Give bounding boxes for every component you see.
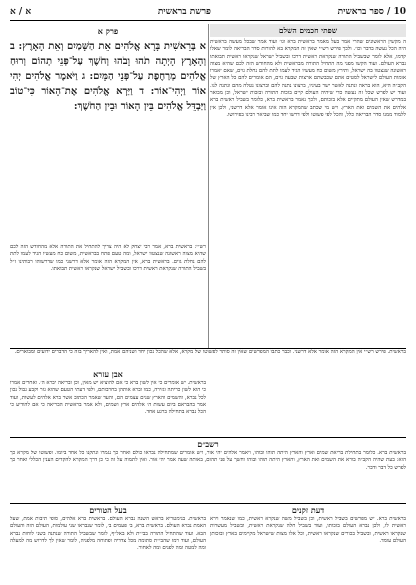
chapter-mark: פרק א xyxy=(97,26,119,36)
ibn-ezra-text: בראשית. יש אומרים כי אין לשון ברא כי אם להוציא יש מאין, וכן ובריאה יברא ה׳. ואחרים אמרו כי הוא לשון כריתה וגזירה, כמו וברא אותהן בחרבותם, ולפי דעתי הטעם שהוא גזר וקבע גבול נכון לכל נברא, והשמים והארץ שנים עצמים הם, והעד שאמר הכתוב אשר ברא אלהים לעשות, ועוד אמר בהבראם ביום עשות ה׳ אלהים ארץ ושמים, ולא אמר בראשית הבריאה כי אם להודיע כי הכל נברא בתחילה ברגע אחד. xyxy=(10,380,206,416)
lower-rule xyxy=(10,503,406,504)
header-parasha: פרשת בראשית xyxy=(157,6,211,17)
ibn-ezra-title: אבן עזרא xyxy=(93,369,123,379)
siftei-chachamim-text: ה מקשין הראשונים שהרי אמר בעל מאמר בראשית ברא וגו׳ ועוד אמר שבכל מעשה בראשית היה הכל נעשה בדבר וכו׳. ולכך פירש רש״י שאין זה המקרא בא להורות סדר הבריאה לומר שאלו קדמו, אלא לומר שבשביל התורה שנקראת ראשית דרכו ובשביל ישראל שנקראו ראשית תבואתו נברא העולם. ועוד הקשו מפני מה התחיל התורה מבראשית ולא מהחודש הזה לכם שהיא מצוה ראשונה שנצטוו בה ישראל, ותירץ משום כח מעשיו הגיד לעמו לתת להם נחלת גוים, שאם יאמרו אומות העולם לישראל לסטים אתם שכבשתם ארצות שבעה גוים, הם אומרים להם כל הארץ של הקב״ה היא, הוא בראה ונתנה לאשר ישר בעיניו, ברצונו נתנה להם וברצונו נטלה מהם ונתנה לנו. ועוד יש לפרש שכל זה נעשה כדי שיהיה העולם קיים בזכות התורה ובזכות ישראל, וכן מבואר במדרש שאין העולם מתקיים אלא בזכותם, ולכך נאמר בראשית ברא, כלומר בשביל ראשית ברא אלהים את השמים ואת הארץ. ויש מי שכתב שהמקרא הזה אינו אומר אלא דרשני, ולכן אין ללמוד ממנו סדר הבריאה כלל, והכל לפי פשוטו ולפי דרשו יחד כמו שביאר רבינו בפירושו. xyxy=(210,39,406,118)
header-rule xyxy=(10,20,406,21)
torah-verse-text: א בְּרֵאשִׁית בָּרָא אֱלֹהִים אֵת הַשָּׁמַיִם וְאֵת הָאָרֶץ: ב וְהָאָרֶץ הָיְתָה תֹהוּ וָבֹהוּ וְחֹשֶׁךְ עַל־פְּנֵי תְהוֹם וְרוּחַ אֱלֹהִים מְרַחֶפֶת עַל־פְּנֵי הַמָּיִם: ג וַיֹּאמֶר אֱלֹהִים יְהִי אוֹר וַיְהִי־אוֹר: ד וַיַּרְא אֱלֹהִים אֶת־הָאוֹר כִּי־טוֹב וַיַּבְדֵּל אֱלֹהִים בֵּין הָאוֹר וּבֵין הַחֹשֶׁךְ: xyxy=(10,41,206,112)
siftei-chachamim-title: שפתי חכמים השלם xyxy=(210,24,406,37)
daat-zekenim-text: בראשית ברא. יש מפרשים בשביל ראשית, וכן בשביל משה שנקרא ראשית, כמו שנאמר וירא ראשית לו, ולכן נברא העולם בזכותו, ועוד בשביל חלה שנקראת ראשית, ובשביל מעשרות שנקראו ראשית, ובשביל בכורים שנקראו ראשית, וכל אלו מצות שישראל מקיימים בארץ ובזכותן העולם עומד. xyxy=(210,516,406,544)
onkelos-rashi-block: רש״י: בראשית ברא, אמר רבי יצחק לא היה צריך להתחיל את התורה אלא מהחודש הזה לכם שהיא מצוה ראשונה שנצטוו ישראל, ומה טעם פתח בבראשית, משום כח מעשיו הגיד לעמו לתת להם נחלת גוים. בראשית ברא, אין המקרא הזה אומר אלא דרשני כמו שדרשוהו רבותינו ז״ל בשביל התורה שנקראת ראשית דרכו ובשביל ישראל שנקראו ראשית תבואתו. xyxy=(10,244,206,272)
rashbam-title: רשב״ם xyxy=(197,439,219,449)
baal-haturim-title: בעל הטורים xyxy=(89,505,127,515)
rashbam-rule xyxy=(10,437,406,438)
daat-zekenim-title: דעת זקנים xyxy=(291,505,325,515)
page-header xyxy=(10,4,406,18)
rashbam-text: בראשית ברא. כלומר בתחילת בריאת שמים וארץ והארץ היתה תוהו ובוהו, ויאמר אלהים יהי אור, ויש אומרים שמתחילה נבראו כולם ואחר כך נגמרו ונתקנו כל אחד ביומו. ופשוטו של מקרא כך הוא: בעת שהיה הקב״ה בורא את השמים ואת הארץ, והארץ היתה תוהו ובוהו וחשך על פני תהום, באותה שעה אמר יהי אור. ואין לתמוה על זה כי כן דרך המקרא להקדים הענין הכללי ואחר כך לפרש כל דבר ודבר. xyxy=(10,450,406,471)
siftei-chachamim-column xyxy=(210,24,406,348)
mid-note: בראשית. פירש רש״י אין המקרא הזה אומר אלא דרשני. וכבר כתבו המפרשים שאין זה סותר לפשוטו של מקרא, אלא שהכל נכון יחד ושניהם אמת, ואין להאריך בזה כי הדברים ידועים ומבוארים. xyxy=(14,349,406,355)
baal-haturim-text: בראשית. בגימטריא בראש השנה נברא העולם. בראשית ברא אלהים, סופי תיבות אמת, שעל האמת נברא העולם. בראשית ברא, ב׳ פעמים ב׳, לומר שנבראו שני עולמות, העולם הזה והעולם הבא. ועוד שהתחיל התורה בבי״ת ולא באל״ף, לומר שבשביל התורה שנתנה בשני לוחות נברא העולם, ועוד רמז שהבי״ת סתומה מכל צדדיה ופתוחה מלפניה, לומר שאין לך לדרוש מה למעלה ומה למטה ומה לפנים ומה לאחור. xyxy=(10,516,206,552)
column-divider xyxy=(208,24,209,348)
header-page-number: 10 / ספר בראשית xyxy=(337,6,406,17)
torah-text-column xyxy=(10,24,206,240)
header-chapter-verse: א / א xyxy=(10,6,32,17)
